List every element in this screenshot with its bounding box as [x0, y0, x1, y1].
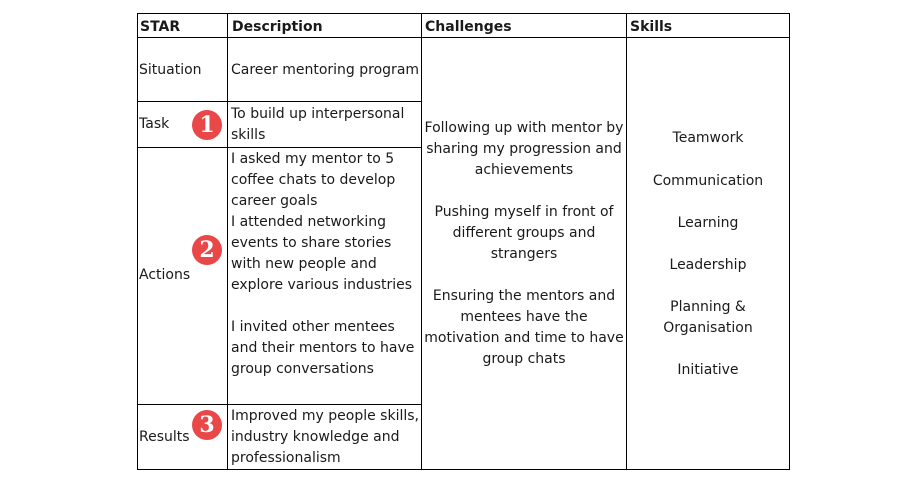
- challenge-1: [422, 118, 626, 181]
- skill-line: Organisation: [663, 320, 753, 336]
- description-line: I invited other mentees: [231, 319, 395, 335]
- header-challenges: Challenges: [425, 19, 512, 35]
- description-line: industry knowledge and: [231, 429, 400, 445]
- description-line: with new people and: [231, 256, 377, 272]
- description-results: [231, 406, 419, 469]
- description-line: events to share stories: [231, 235, 392, 251]
- challenge-2: [422, 202, 626, 265]
- skill-line: Communication: [652, 173, 764, 189]
- skill-teamwork: [627, 128, 789, 149]
- challenge-line: motivation and time to have: [424, 330, 624, 346]
- skill-line: Leadership: [669, 257, 747, 273]
- description-situation: [231, 60, 419, 81]
- description-line: and their mentors to have: [231, 340, 415, 356]
- challenge-line: different groups and: [452, 225, 596, 241]
- challenge-line: achievements: [474, 162, 574, 178]
- description-line: group conversations: [231, 361, 374, 377]
- description-line: professionalism: [231, 450, 341, 466]
- description-line: explore various industries: [231, 277, 413, 293]
- label-actions: Actions: [139, 267, 191, 283]
- description-line: Improved my people skills,: [231, 408, 419, 424]
- skill-initiative: [627, 360, 789, 381]
- description-task: [231, 104, 404, 146]
- step-marker-3: 3: [192, 410, 222, 440]
- description-line: I asked my mentor to 5: [231, 151, 395, 167]
- skill-learning: [627, 213, 789, 234]
- challenge-line: Pushing myself in front of: [434, 204, 614, 220]
- description-line: Career mentoring program: [231, 62, 420, 78]
- challenge-3: [422, 286, 626, 370]
- skill-line: Learning: [677, 215, 739, 231]
- challenge-line: group chats: [482, 351, 566, 367]
- description-line: To build up interpersonal: [231, 106, 405, 122]
- label-results: Results: [139, 429, 190, 445]
- skill-communication: [627, 171, 789, 192]
- challenge-line: strangers: [490, 246, 558, 262]
- description-line: I attended networking: [231, 214, 386, 230]
- skill-planning-organisation: [627, 297, 789, 339]
- skill-line: Teamwork: [672, 130, 744, 146]
- description-actions: [231, 149, 414, 380]
- paragraph-gap: [231, 296, 414, 317]
- description-line: career goals: [231, 193, 318, 209]
- skill-line: Planning &: [670, 299, 746, 315]
- header-description: Description: [232, 19, 323, 35]
- description-line: skills: [231, 127, 266, 143]
- skill-line: Initiative: [677, 362, 739, 378]
- step-marker-2: 2: [192, 235, 222, 265]
- description-line: coffee chats to develop: [231, 172, 396, 188]
- header-star: STAR: [140, 19, 181, 35]
- challenge-line: Following up with mentor by: [424, 120, 624, 136]
- label-task: Task: [139, 116, 170, 132]
- header-skills: Skills: [630, 19, 673, 35]
- label-situation: Situation: [139, 62, 202, 78]
- challenge-line: mentees have the: [460, 309, 588, 325]
- skill-leadership: [627, 255, 789, 276]
- challenge-line: sharing my progression and: [426, 141, 622, 157]
- challenge-line: Ensuring the mentors and: [432, 288, 616, 304]
- step-marker-1: 1: [192, 110, 222, 140]
